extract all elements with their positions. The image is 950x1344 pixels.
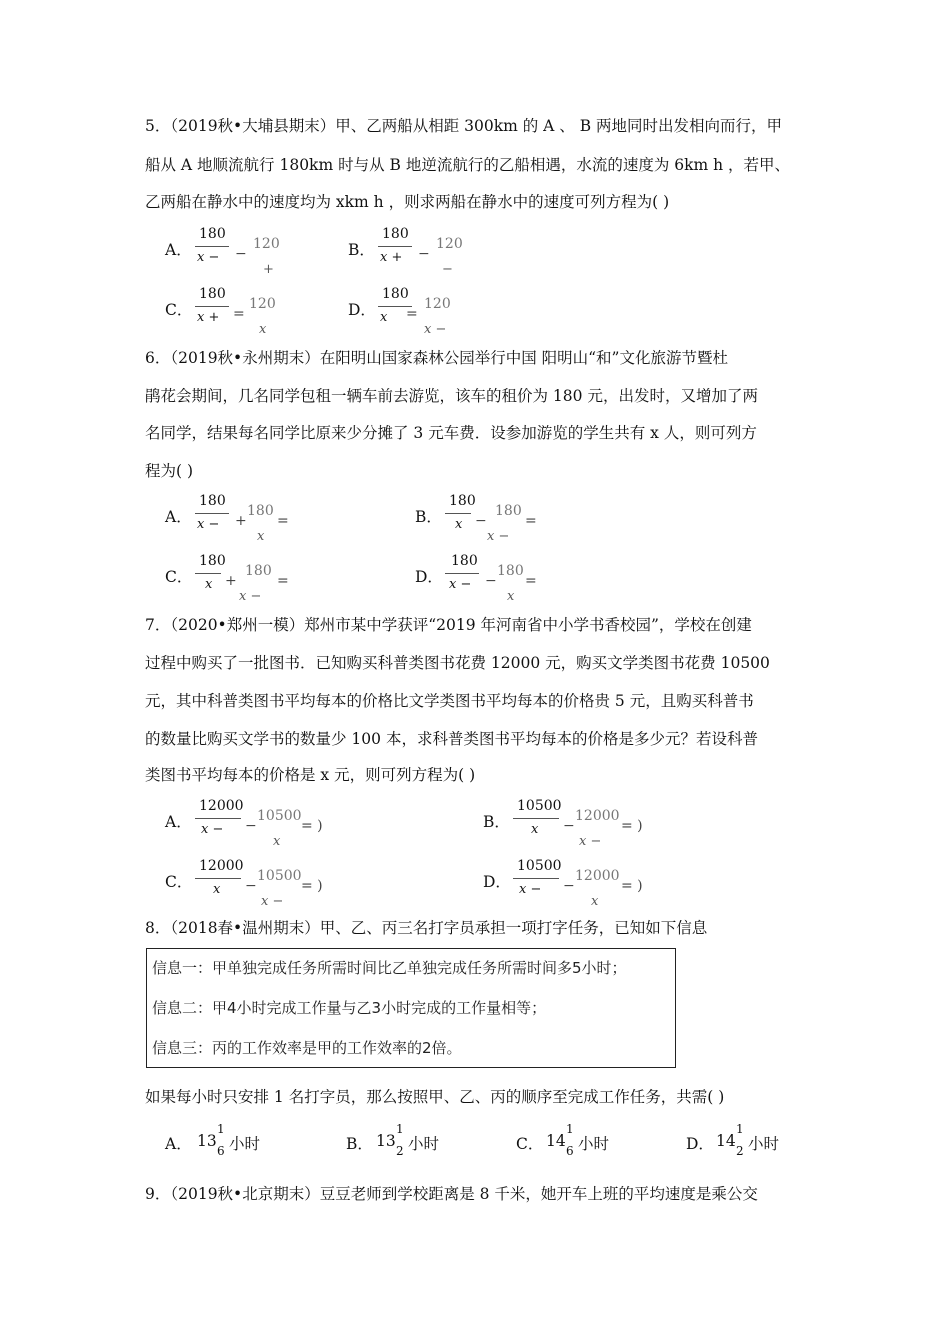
q7-line1: 7．（2020•郑州一模）郑州市某中学获评“2019 年河南省中小学书香校园”，学校在创建: [145, 616, 752, 634]
numerator: 120: [249, 296, 276, 312]
mixed-numerator: 1: [566, 1122, 574, 1136]
option-label: B．: [483, 813, 510, 831]
numerator: 180: [382, 226, 409, 242]
mixed-whole: 13: [197, 1132, 217, 1150]
q7-line4: 的数量比购买文学书的数量少 100 本，求科普类图书平均每本的价格是多少元？若设科普: [145, 730, 758, 748]
operator: =: [406, 306, 418, 322]
option-label: C．: [165, 301, 193, 319]
denominator: −: [442, 262, 453, 277]
equals-sign: =: [525, 573, 537, 589]
denominator: x: [213, 882, 221, 897]
denominator: x: [531, 822, 539, 837]
denominator: x: [455, 517, 463, 532]
denominator: x +: [380, 250, 403, 265]
option-label: A．: [165, 813, 192, 831]
q5-line3: 乙两船在静水中的速度均为 xkm h ，则求两船在静水中的速度可列方程为( ): [145, 193, 670, 211]
denominator: x: [257, 529, 265, 544]
option-label: C．: [165, 873, 193, 891]
numerator: 180: [449, 493, 476, 509]
denominator: x: [259, 322, 267, 337]
numerator: 180: [382, 286, 409, 302]
q9-line1: 9．（2019秋•北京期末）豆豆老师到学校距离是 8 千米，她开车上班的平均速度是乘公交: [145, 1185, 758, 1203]
mixed-whole: 13: [376, 1132, 396, 1150]
denominator: x −: [197, 517, 220, 532]
info-box: [146, 948, 676, 1068]
numerator: 180: [199, 553, 226, 569]
numerator: 10500: [257, 868, 302, 884]
info-3: 信息三：丙的工作效率是甲的工作效率的2倍。: [152, 1039, 462, 1057]
operator: −: [235, 246, 247, 262]
numerator: 120: [424, 296, 451, 312]
option-label: A．: [165, 1135, 192, 1153]
unit: 小时: [408, 1135, 440, 1153]
denominator: x: [380, 310, 388, 325]
equals-sign: =: [525, 513, 537, 529]
numerator: 12000: [575, 808, 620, 824]
q6-line1: 6．（2019秋•永州期末）在阳明山国家森林公园举行中国 阳明山“和”文化旅游节暨杜: [145, 349, 728, 367]
option-label: D．: [686, 1135, 714, 1153]
denominator: x −: [197, 250, 220, 265]
mixed-denominator: 6: [566, 1144, 574, 1158]
option-label: A．: [165, 241, 192, 259]
q7-line3: 元，其中科普类图书平均每本的价格比文学类图书平均每本的价格贵 5 元，且购买科普书: [145, 692, 754, 710]
denominator: x −: [579, 834, 602, 849]
denominator: x: [507, 589, 515, 604]
operator: −: [485, 573, 497, 589]
numerator: 10500: [257, 808, 302, 824]
equals-sign: = ): [301, 878, 323, 894]
q5-line2: 船从 A 地顺流航行 180km 时与从 B 地逆流航行的乙船相遇，水流的速度为 6km h ，若甲、: [145, 156, 791, 174]
option-label: D．: [348, 301, 376, 319]
q7-line5: 类图书平均每本的价格是 x 元，则可列方程为( ): [145, 766, 476, 784]
unit: 小时: [748, 1135, 780, 1153]
q8-line1: 8．（2018春•温州期末）甲、乙、丙三名打字员承担一项打字任务，已知如下信息: [145, 919, 708, 937]
unit: 小时: [229, 1135, 261, 1153]
option-label: D．: [415, 568, 443, 586]
q5-line1: 5．（2019秋•大埔县期末）甲、乙两船从相距 300km 的 A 、 B 两地同时出发相向而行，甲: [145, 117, 783, 135]
numerator: 180: [199, 493, 226, 509]
numerator: 180: [199, 286, 226, 302]
operator: +: [225, 573, 237, 589]
option-label: C．: [165, 568, 193, 586]
denominator: x −: [201, 822, 224, 837]
q6-line2: 鹃花会期间，几名同学包租一辆车前去游览，该车的租价为 180 元，出发时，又增加了两: [145, 387, 758, 405]
equals-sign: = ): [301, 818, 323, 834]
info-2: 信息二：甲4小时完成工作量与乙3小时完成的工作量相等；: [152, 999, 547, 1017]
denominator: x −: [261, 894, 284, 909]
mixed-denominator: 2: [736, 1144, 744, 1158]
denominator: x: [205, 577, 213, 592]
equals-sign: =: [277, 513, 289, 529]
operator: −: [245, 818, 257, 834]
denominator: x: [591, 894, 599, 909]
denominator: x −: [424, 322, 447, 337]
operator: =: [233, 306, 245, 322]
equals-sign: =: [277, 573, 289, 589]
numerator: 10500: [517, 858, 562, 874]
mixed-numerator: 1: [396, 1122, 404, 1136]
option-label: B．: [346, 1135, 373, 1153]
numerator: 180: [245, 563, 272, 579]
numerator: 180: [199, 226, 226, 242]
q7-line2: 过程中购买了一批图书．已知购买科普类图书花费 12000 元，购买文学类图书花费 10500: [145, 654, 770, 672]
denominator: x −: [449, 577, 472, 592]
numerator: 120: [253, 236, 280, 252]
numerator: 180: [497, 563, 524, 579]
option-label: B．: [348, 241, 375, 259]
mixed-numerator: 1: [217, 1122, 225, 1136]
operator: −: [475, 513, 487, 529]
equals-sign: = ): [621, 818, 643, 834]
mixed-whole: 14: [716, 1132, 736, 1150]
numerator: 12000: [575, 868, 620, 884]
numerator: 10500: [517, 798, 562, 814]
q8-line2: 如果每小时只安排 1 名打字员，那么按照甲、乙、丙的顺序至完成工作任务，共需( ): [145, 1088, 725, 1106]
unit: 小时: [578, 1135, 610, 1153]
option-label: B．: [415, 508, 442, 526]
q6-line3: 名同学，结果每名同学比原来少分摊了 3 元车费．设参加游览的学生共有 x 人，则可列方: [145, 424, 757, 442]
operator: −: [418, 246, 430, 262]
numerator: 180: [247, 503, 274, 519]
operator: −: [563, 818, 575, 834]
numerator: 180: [451, 553, 478, 569]
option-label: D．: [483, 873, 511, 891]
mixed-numerator: 1: [736, 1122, 744, 1136]
mixed-denominator: 6: [217, 1144, 225, 1158]
numerator: 120: [436, 236, 463, 252]
denominator: +: [263, 262, 274, 277]
denominator: x −: [487, 529, 510, 544]
info-1: 信息一：甲单独完成任务所需时间比乙单独完成任务所需时间多5小时；: [152, 959, 627, 977]
operator: +: [235, 513, 247, 529]
operator: −: [563, 878, 575, 894]
denominator: x −: [519, 882, 542, 897]
numerator: 180: [495, 503, 522, 519]
denominator: x +: [197, 310, 220, 325]
numerator: 12000: [199, 858, 244, 874]
operator: −: [245, 878, 257, 894]
denominator: x −: [239, 589, 262, 604]
q6-line4: 程为( ): [145, 462, 194, 480]
option-label: C．: [516, 1135, 544, 1153]
numerator: 12000: [199, 798, 244, 814]
option-label: A．: [165, 508, 192, 526]
equals-sign: = ): [621, 878, 643, 894]
denominator: x: [273, 834, 281, 849]
mixed-whole: 14: [546, 1132, 566, 1150]
mixed-denominator: 2: [396, 1144, 404, 1158]
